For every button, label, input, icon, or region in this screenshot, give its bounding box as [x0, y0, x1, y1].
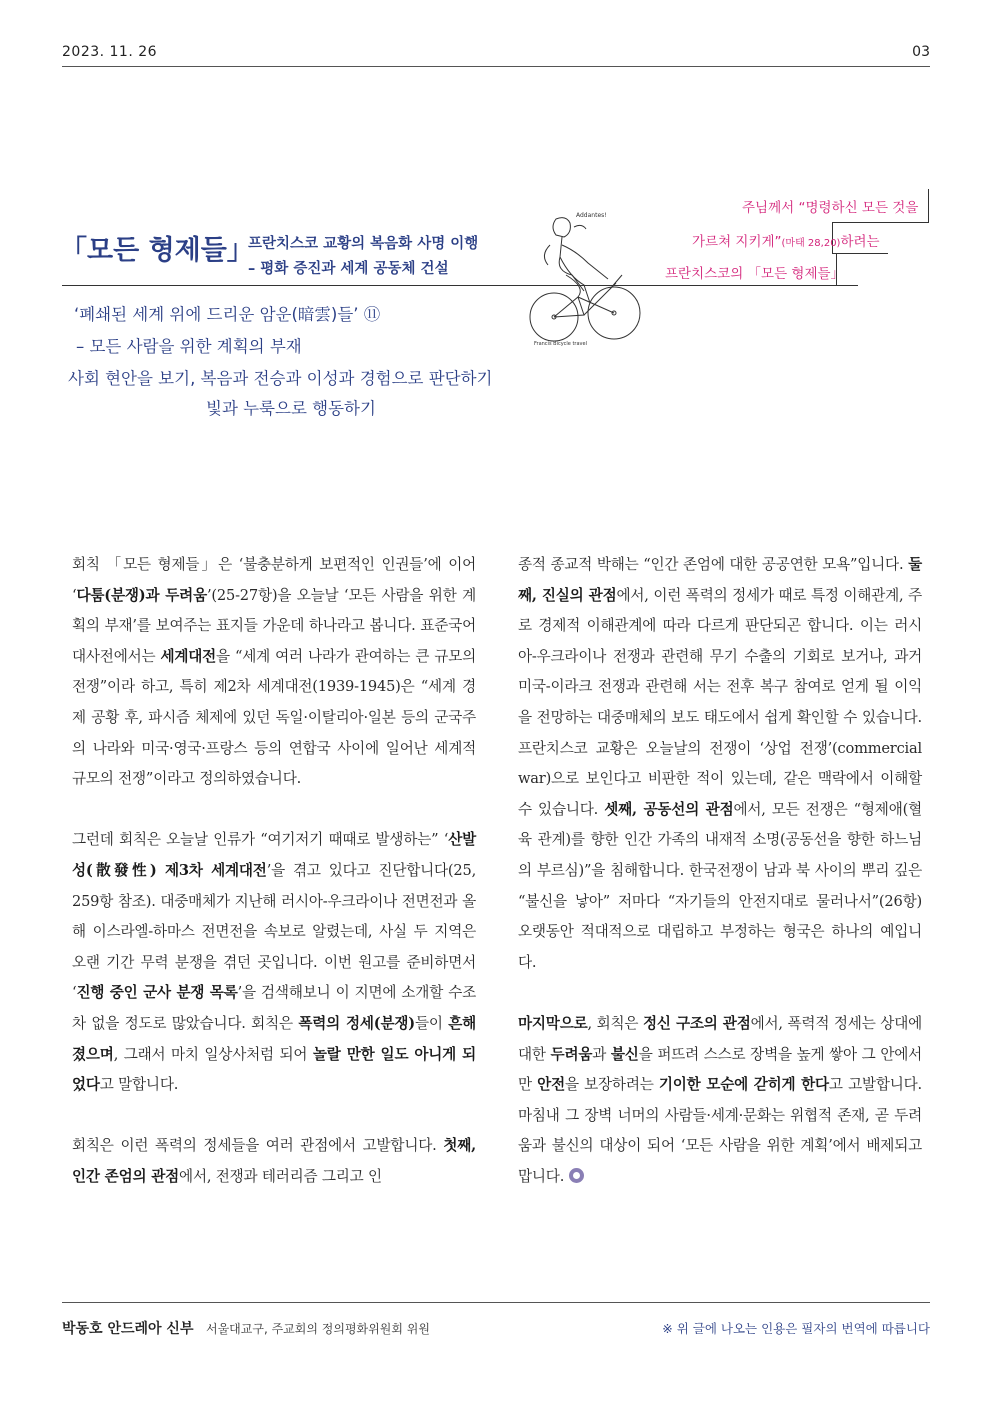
series-line-4: 빛과 누룩으로 행동하기 — [206, 399, 376, 418]
callout-line-1: 주님께서 “명령하신 모든 것을 — [742, 200, 919, 216]
title-divider — [62, 285, 858, 286]
subtitle-1: 프란치스코 교황의 복음화 사명 이행 — [248, 236, 479, 252]
paragraph: 회칙 「모든 형제들」은 ‘불충분하게 보편적인 인권들’에 이어 ‘다툼(분쟁)과 두려움’(25-27항)을 오늘날 ‘모든 사람을 위한 계획의 부재’를 보여주는 표지들 가운데 하나라고 봅니다. 표준국어대사전에서는 세계대전을 “세계 여러 나라가 관여하는 큰 규모의 전쟁”이라 하고, 특히 제2차 세계대전(1939-1945)은 “세계 경제 공황 후, 파시즘 체제에 있던 독일·이탈리아·일본 등의 군국주의 나라와 미국·영국·프랑스 등의 연합국 사이에 일어난 세계적 규모의 전쟁”이라고 정의하였습니다. — [72, 556, 477, 788]
issue-date: 2023. 11. 26 — [62, 44, 158, 60]
page-number: 03 — [912, 44, 930, 60]
subtitle-2: – 평화 증진과 세계 공동체 건설 — [248, 261, 449, 277]
end-mark-icon — [569, 1168, 584, 1183]
article-column-right — [518, 550, 922, 1223]
pope-bicycle-sketch — [526, 205, 648, 355]
illustration-caption-bottom: Francis Bicycle travel — [534, 341, 587, 347]
series-line-3: 사회 현안을 보기, 복음과 전승과 이성과 경험으로 판단하기 — [68, 369, 493, 388]
paragraph: 마지막으로, 회칙은 정신 구조의 관점에서, 폭력적 정세는 상대에 대한 두려움과 불신을 퍼뜨려 스스로 장벽을 높게 쌓아 그 안에서만 안전을 보장하려는 기이한 모순에 갇히게 한다고 고발합니다. 마침내 그 장벽 너머의 사람들·세계·문화는 위협적 존재, 곧 두려움과 불신의 대상이 되어 ‘모든 사람을 위한 계획’에서 배제되고 맙니다. — [518, 1014, 923, 1185]
article-column-left — [72, 550, 476, 1223]
series-line-1: ‘폐쇄된 세계 위에 드리운 암운(暗雲)들’ ⑪ — [74, 305, 381, 324]
bicycle-illustration — [526, 205, 648, 355]
footnote: ※ 위 글에 나오는 인용은 필자의 번역에 따릅니다 — [662, 1321, 930, 1336]
series-line-2: – 모든 사람을 위한 계획의 부재 — [76, 337, 302, 356]
header-divider — [62, 66, 930, 67]
illustration-caption-top: Addantes! — [576, 212, 607, 219]
author-name: 박동호 안드레아 신부 — [62, 1321, 194, 1337]
paragraph: 회칙은 이런 폭력의 정세들을 여러 관점에서 고발합니다. 첫째, 인간 존엄의 관점에서, 전쟁과 테러리즘 그리고 인 — [72, 1137, 476, 1185]
callout-line-2: 가르쳐 지키게”(마태 28,20)하려는 — [692, 234, 880, 250]
footer-divider — [62, 1302, 930, 1303]
callout-line-3: 프란치스코의 「모든 형제들」 — [665, 266, 845, 282]
paragraph: 그런데 회칙은 오늘날 인류가 “여기저기 때때로 발생하는” ‘산발성(散發性) 제3차 세계대전’을 겪고 있다고 진단합니다(25, 259항 참조). 대중매체가 지난해 러시아-우크라이나 전면전과 올해 이스라엘-하마스 전면전을 속보로 알렸는데, 사실 두 지역은 오랜 기간 무력 분쟁을 겪던 곳입니다. 이번 원고를 준비하면서 ‘진행 중인 군사 분쟁 목록’을 검색해보니 이 지면에 소개할 수조차 없을 정도로 많았습니다. 회칙은 폭력의 정세(분쟁)들이 흔해졌으며, 그래서 마치 일상사처럼 되어 놀랄 만한 일도 아니게 되었다고 말합니다. — [72, 831, 477, 1094]
page-title: 「모든 형제들」 — [60, 235, 254, 266]
paragraph: 종적 종교적 박해는 “인간 존엄에 대한 공공연한 모욕”입니다. 둘째, 진실의 관점에서, 이런 폭력의 정세가 때로 특정 이해관계, 주로 경제적 이해관계에 따라 다르게 판단되곤 합니다. 이는 러시아-우크라이나 전쟁과 관련해 무기 수출의 기회로 보거나, 과거 미국-이라크 전쟁과 관련해 서는 전후 복구 참여로 얻게 될 이익을 전망하는 대중매체의 보도 태도에서 쉽게 확인할 수 있습니다. 프란치스코 교황은 오늘날의 전쟁이 ‘상업 전쟁’(commercial war)으로 보인다고 비판한 적이 있는데, 같은 맥락에서 이해할 수 있습니다. 셋째, 공동선의 관점에서, 모든 전쟁은 “형제애(혈육 관계)를 향한 인간 가족의 내재적 소명(공동선을 향한 하느님의 부르심)”을 침해합니다. 한국전쟁이 남과 북 사이의 뿌리 깊은 “불신을 낳아” 저마다 “자기들의 안전지대로 물러나서”(26항) 오랫동안 적대적으로 대립하고 부정하는 형국은 하나의 예입니다. — [518, 556, 922, 971]
author-description: 서울대교구, 주교회의 정의평화위원회 위원 — [206, 1322, 430, 1336]
